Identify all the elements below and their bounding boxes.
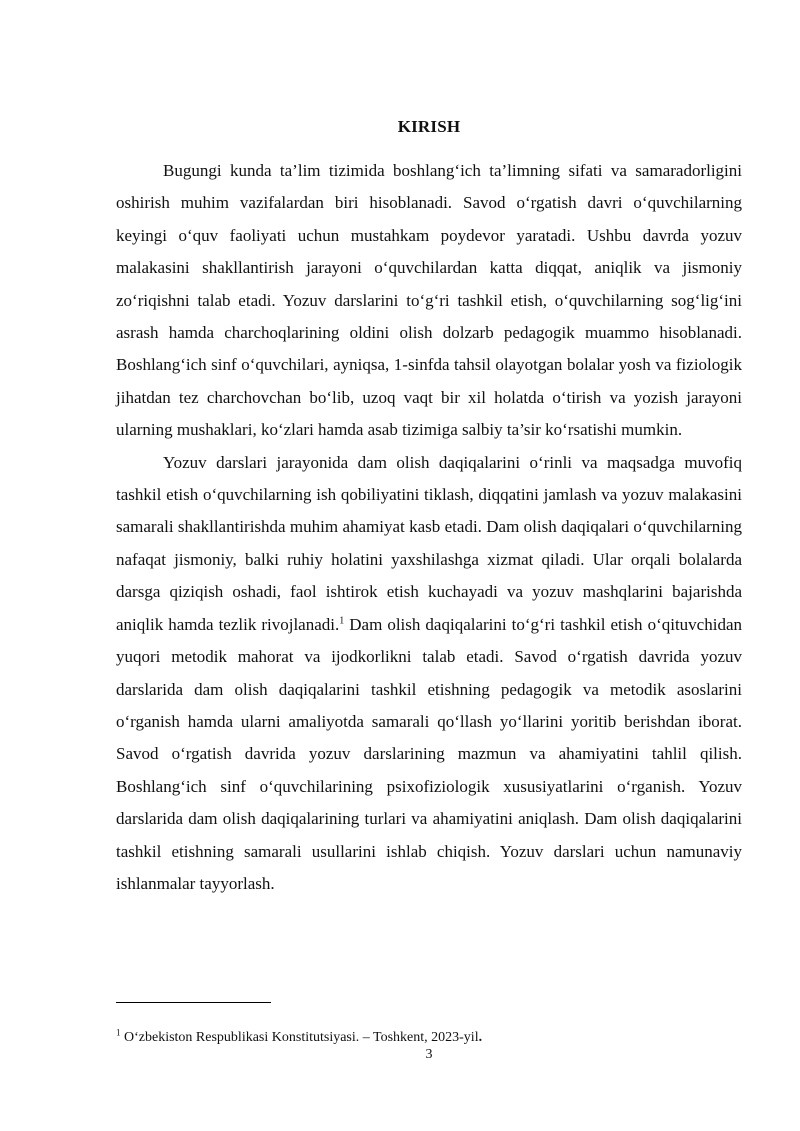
- footnote-separator: [116, 1002, 271, 1003]
- paragraph-2-text-before-note: Yozuv darslari jarayonida dam olish daqiqalarini o‘rinli va maqsadga muvofiq tashkil etish o‘quvchilarning ish qobiliyatini tiklash, diqqatini jamlash va yozuv malakasini samarali shakllantirishda muhim ahamiyat kasb etadi. Dam olish daqiqalari o‘quvchilarning nafaqat jismoniy, balki ruhiy holatini yaxshilashga xizmat qiladi. Ular orqali bolalarda darsga qiziqish oshadi, faol ishtirok etish kuchayadi va yozuv mashqlarini bajarishda aniqlik hamda tezlik rivojlanadi.: [116, 452, 742, 634]
- page-number: 3: [425, 1047, 433, 1062]
- footnote-text: O‘zbekiston Respublikasi Konstitutsiyasi. – Toshkent, 2023-yil: [120, 1030, 479, 1045]
- body-text: [116, 155, 742, 900]
- footnote-marker: 1: [116, 1027, 121, 1038]
- section-heading: KIRISH: [397, 117, 461, 136]
- footnote: [116, 1027, 483, 1046]
- footnote-end-mark: .: [478, 1030, 483, 1045]
- footnote-reference[interactable]: 1: [339, 615, 345, 627]
- paragraph-2-text-after-note: Dam olish daqiqalarini to‘g‘ri tashkil etish o‘qituvchidan yuqori metodik mahorat va ijodkorlikni talab etadi. Savod o‘rgatish davrida yozuv darslarida dam olish daqiqalarini tashkil etishning pedagogik va metodik asoslarini o‘rganish hamda ularni amaliyotda samarali qo‘llash yo‘llarini yoritib berishdan iborat. Savod o‘rgatish davrida yozuv darslarining mazmun va ahamiyatini tahlil qilish. Boshlang‘ich sinf o‘quvchilarining psixofiziologik xususiyatlarini o‘rganish. Yozuv darslarida dam olish daqiqalarining turlari va ahamiyatini aniqlash. Dam olish daqiqalarini tashkil etishning samarali usullarini ishlab chiqish. Yozuv darslari uchun namunaviy ishlanmalar tayyorlash.: [116, 614, 742, 893]
- paragraph-2: [116, 447, 742, 901]
- paragraph-1: Bugungi kunda ta’lim tizimida boshlang‘ich ta’limning sifati va samaradorligini oshirish muhim vazifalardan biri hisoblanadi. Savod o‘rgatish davri o‘quvchilarning keyingi o‘quv faoliyati uchun mustahkam poydevor yaratadi. Ushbu davrda yozuv malakasini shakllantirish jarayoni o‘quvchilardan katta diqqat, aniqlik va jismoniy zo‘riqishni talab etadi. Yozuv darslarini to‘g‘ri tashkil etish, o‘quvchilarning sog‘lig‘ini asrash hamda charchoqlarining oldini olish dolzarb pedagogik muammo hisoblanadi. Boshlang‘ich sinf o‘quvchilari, ayniqsa, 1-sinfda tahsil olayotgan bolalar yosh va fiziologik jihatdan tez charchovchan bo‘lib, uzoq vaqt bir xil holatda o‘tirish va yozish jarayoni ularning mushaklari, ko‘zlari hamda asab tizimiga salbiy ta’sir ko‘rsatishi mumkin.: [116, 161, 742, 440]
